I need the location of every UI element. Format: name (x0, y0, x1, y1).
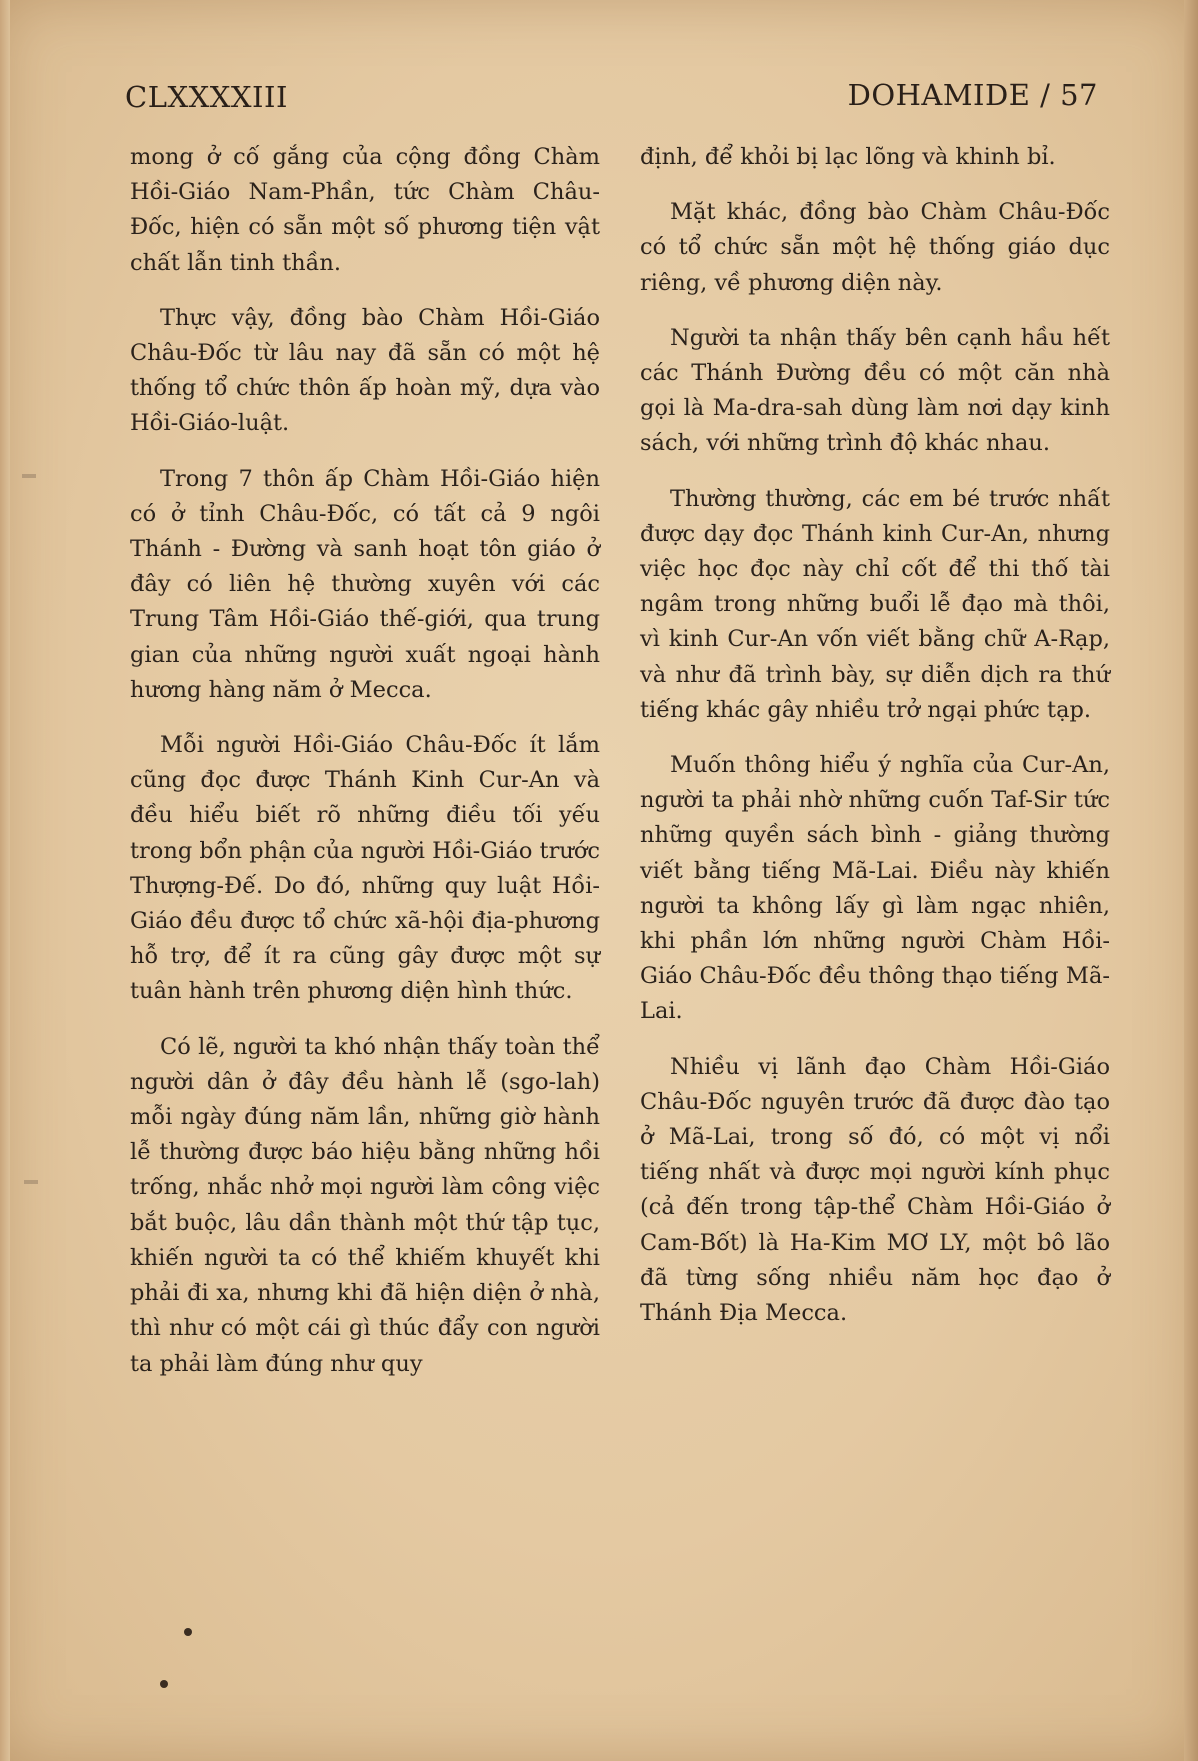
page-left-edge (0, 0, 10, 1761)
paper-speck (24, 1180, 38, 1184)
paragraph: Nhiều vị lãnh đạo Chàm Hồi-Giáo Châu-Đốc nguyên trước đã được đào tạo ở Mã-Lai, trong số đó, có một vị nổi tiếng nhất và được mọi người kính phục (cả đến trong tập-thể Chàm Hồi-Giáo ở Cam-Bốt) là Ha-Kim MƠ LY, một bô lão đã từng sống nhiều năm học đạo ở Thánh Địa Mecca. (640, 1053, 1110, 1327)
paragraph: Trong 7 thôn ấp Chàm Hồi-Giáo hiện có ở tỉnh Châu-Đốc, có tất cả 9 ngôi Thánh - Đường và sanh hoạt tôn giáo ở đây có liên hệ thường xuyên với các Trung Tâm Hồi-Giáo thế-giới, qua trung gian của những người xuất ngoại hành hương hàng năm ở Mecca. (130, 465, 600, 703)
ink-dot (184, 1628, 192, 1636)
paragraph: Thực vậy, đồng bào Chàm Hồi-Giáo Châu-Đốc từ lâu nay đã sẵn có một hệ thống tổ chức thôn ấp hoàn mỹ, dựa vào Hồi-Giáo-luật. (130, 304, 600, 437)
paragraph: định, để khỏi bị lạc lõng và khinh bỉ. (640, 144, 1056, 170)
paper-speck (22, 474, 36, 478)
paragraph: mong ở cố gắng của cộng đồng Chàm Hồi-Giáo Nam-Phần, tức Chàm Châu-Đốc, hiện có sẵn một số phương tiện vật chất lẫn tinh thần. (130, 144, 600, 276)
paragraph: Mặt khác, đồng bào Chàm Châu-Đốc có tổ chức sẵn một hệ thống giáo dục riêng, về phương diện này. (640, 199, 1110, 296)
left-column (130, 140, 600, 1402)
ink-dot (160, 1680, 168, 1688)
right-column (640, 140, 1110, 1351)
paragraph: Thường thường, các em bé trước nhất được dạy đọc Thánh kinh Cur-An, nhưng việc học đọc này chỉ cốt để thi thố tài ngâm trong những buổi lễ đạo mà thôi, vì kinh Cur-An vốn viết bằng chữ A-Rạp, và như đã trình bày, sự diễn dịch ra thứ tiếng khác gây nhiều trở ngại phức tạp. (640, 485, 1110, 723)
paragraph: Mỗi người Hồi-Giáo Châu-Đốc ít lắm cũng đọc được Thánh Kinh Cur-An và đều hiểu biết rõ những điều tối yếu trong bổn phận của người Hồi-Giáo trước Thượng-Đế. Do đó, những quy luật Hồi-Giáo đều được tổ chức xã-hội địa-phương hỗ trợ, để ít ra cũng gây được một sự tuân hành trên phương diện hình thức. (130, 732, 600, 1005)
header-right-title-page: DOHAMIDE / 57 (847, 78, 1098, 112)
paragraph: Có lẽ, người ta khó nhận thấy toàn thể người dân ở đây đều hành lễ (sgo-lah) mỗi ngày đúng năm lần, những giờ hành lễ thường được báo hiệu bằng những hồi trống, nhắc nhở mọi người làm công việc bắt buộc, lâu dần thành một thứ tập tục, khiến người ta có thể khiếm khuyết khi phải đi xa, nhưng khi đã hiện diện ở nhà, thì như có một cái gì thúc đẩy con người ta phải làm đúng như quy (130, 1033, 600, 1377)
header-left-numeral: CLXXXXIII (125, 80, 288, 114)
running-header (125, 72, 1098, 122)
text-columns (130, 140, 1110, 1620)
paragraph: Người ta nhận thấy bên cạnh hầu hết các Thánh Đường đều có một căn nhà gọi là Ma-dra-sah dùng làm nơi dạy kinh sách, với những trình độ khác nhau. (640, 324, 1110, 457)
page-right-edge (1184, 0, 1198, 1761)
paragraph: Muốn thông hiểu ý nghĩa của Cur-An, người ta phải nhờ những cuốn Taf-Sir tức những quyền sách bình - giảng thường viết bằng tiếng Mã-Lai. Điều này khiến người ta không lấy gì làm ngạc nhiên, khi phần lớn những người Chàm Hồi-Giáo Châu-Đốc đều thông thạo tiếng Mã-Lai. (640, 752, 1110, 1025)
